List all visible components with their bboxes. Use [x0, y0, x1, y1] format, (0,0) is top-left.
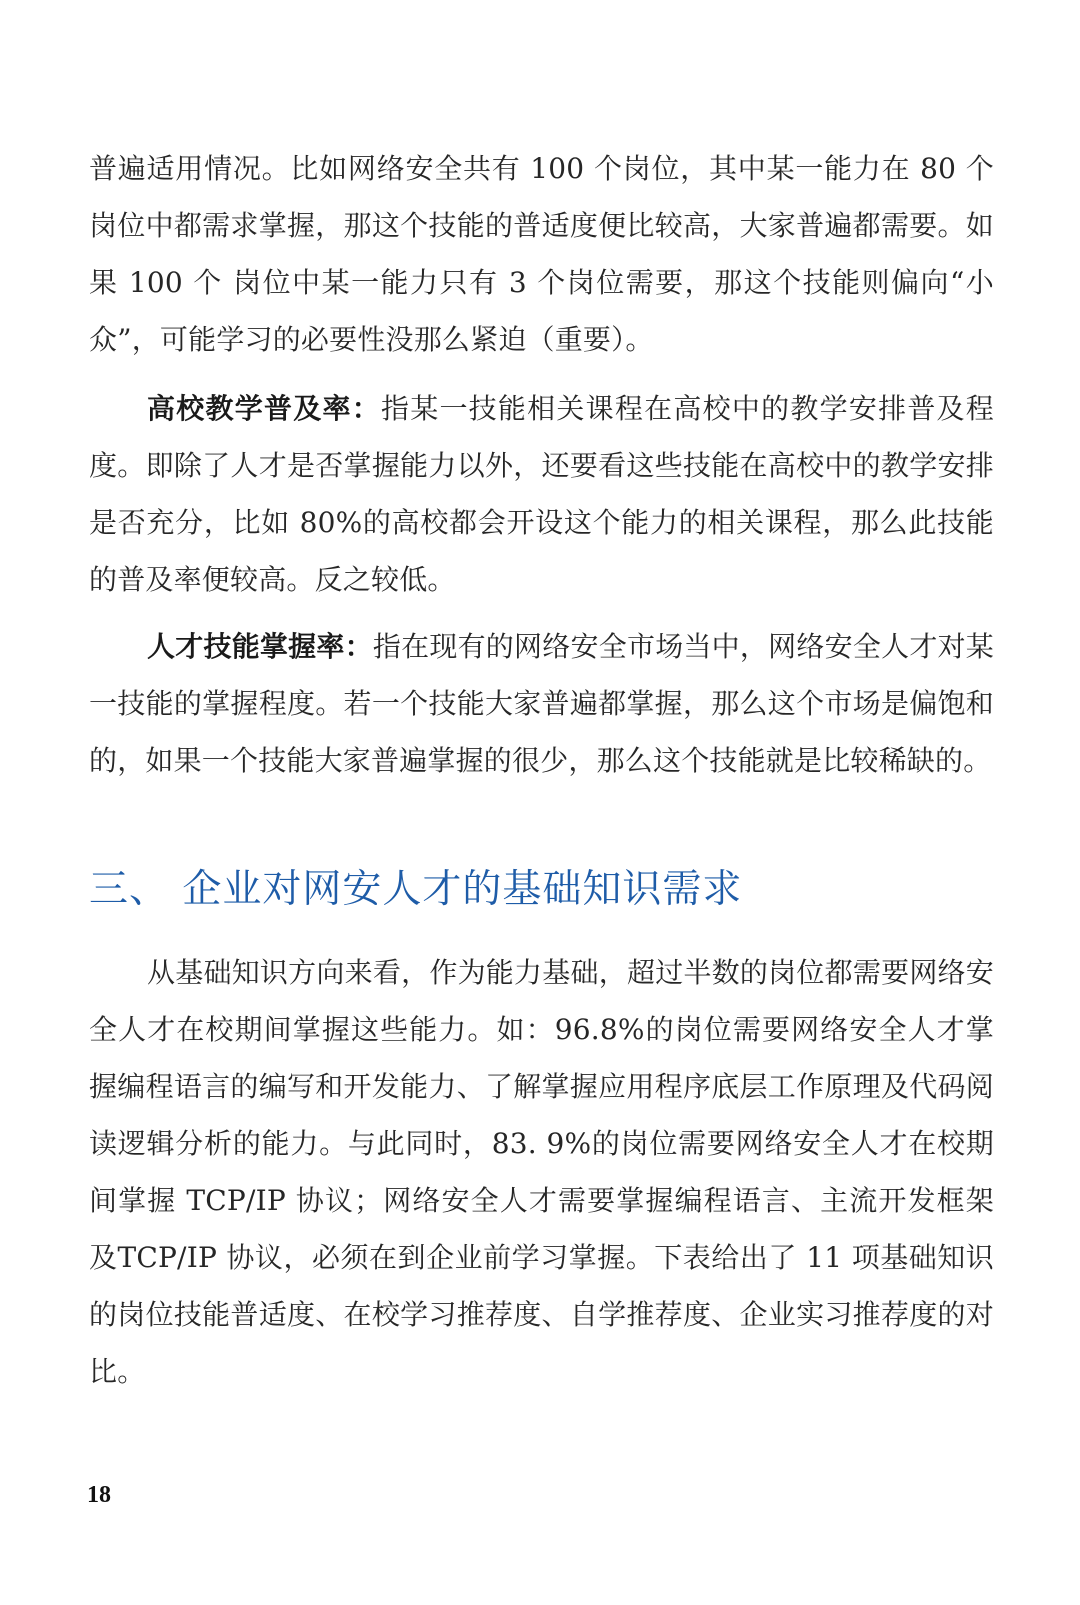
- paragraph-skill-mastery: [89, 618, 994, 789]
- section-heading: 三、 企业对网安人才的基础知识需求: [89, 867, 743, 912]
- paragraph-applicability: [89, 140, 994, 368]
- paragraph-text: 指在现有的网络安全市场当中，网络安全人才对某一技能的掌握程度。若一个技能大家普遍都掌握，那么这个市场是偏饱和的，如果一个技能大家普遍掌握的很少，那么这个技能就是比较稀缺的。: [89, 630, 994, 777]
- term-label-skill-mastery: 人才技能掌握率：: [147, 630, 373, 663]
- paragraph-teaching-popularity: [89, 380, 994, 608]
- page-number: 18: [87, 1482, 111, 1508]
- term-label-teaching-popularity: 高校教学普及率：: [147, 392, 381, 425]
- paragraph-text: 普遍适用情况。比如网络安全共有 100 个岗位，其中某一能力在 80 个岗位中都需求掌握，那这个技能的普适度便比较高，大家普遍都需要。如果 100 个 岗位中某一能力只有 3 个岗位需要，那这个技能则偏向“小众”，可能学习的必要性没那么紧迫（重要）。: [89, 152, 994, 356]
- paragraph-text: 从基础知识方向来看，作为能力基础，超过半数的岗位都需要网络安全人才在校期间掌握这些能力。如：96.8%的岗位需要网络安全人才掌握编程语言的编写和开发能力、了解掌握应用程序底层工作原理及代码阅读逻辑分析的能力。与此同时，83. 9%的岗位需要网络安全人才在校期间掌握 TCP/IP 协议；网络安全人才需要掌握编程语言、主流开发框架及TCP/IP 协议，必须在到企业前学习掌握。下表给出了 11 项基础知识的岗位技能普适度、在校学习推荐度、自学推荐度、企业实习推荐度的对比。: [89, 956, 994, 1388]
- paragraph-basic-knowledge: [89, 944, 994, 1400]
- paragraph-text: 指某一技能相关课程在高校中的教学安排普及程度。即除了人才是否掌握能力以外，还要看这些技能在高校中的教学安排是否充分，比如 80%的高校都会开设这个能力的相关课程，那么此技能的普及率便较高。反之较低。: [89, 392, 995, 596]
